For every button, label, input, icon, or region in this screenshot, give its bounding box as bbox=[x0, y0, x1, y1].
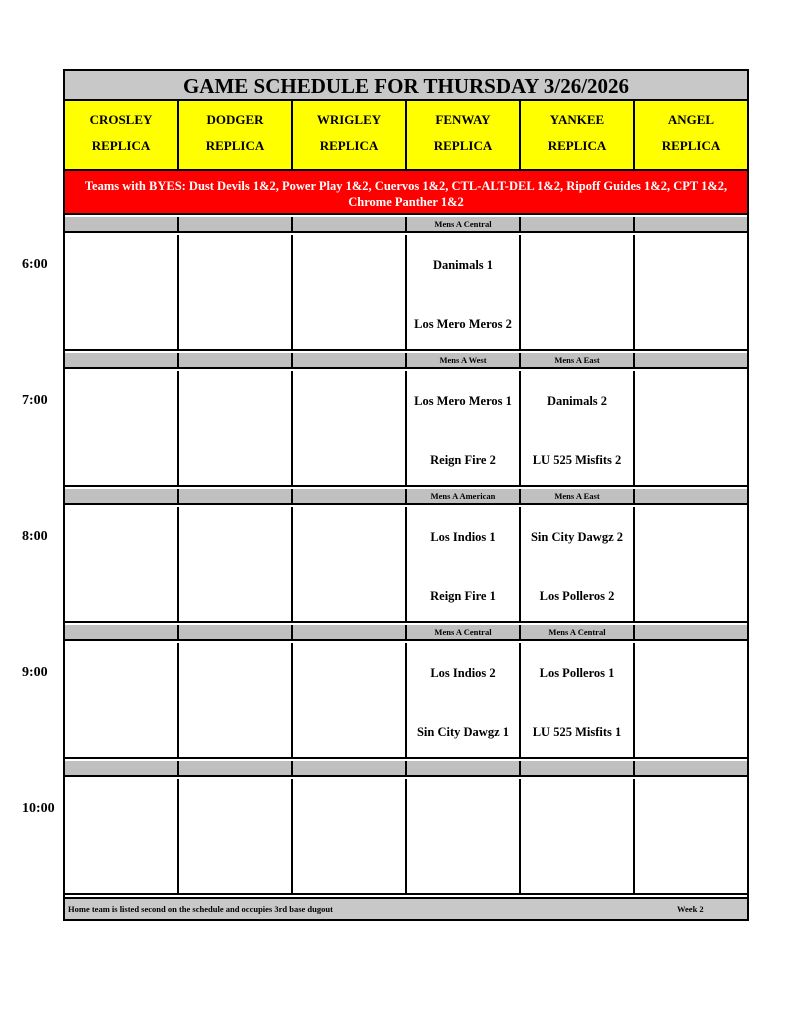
division-label bbox=[521, 217, 635, 231]
field-type: REPLICA bbox=[547, 138, 607, 153]
division-label: Mens A Central bbox=[407, 625, 521, 639]
field-type: REPLICA bbox=[433, 138, 493, 153]
schedule-title: GAME SCHEDULE FOR THURSDAY 3/26/2026 bbox=[65, 71, 747, 101]
byes-banner: Teams with BYES: Dust Devils 1&2, Power Play 1&2, Cuervos 1&2, CTL-ALT-DEL 1&2, Ripoff Guides 1&2, CPT 1&2, Chrome Panther 1&2 bbox=[65, 171, 747, 215]
division-label: Mens A Central bbox=[521, 625, 635, 639]
field-header bbox=[179, 101, 293, 169]
division-label: Mens A East bbox=[521, 353, 635, 367]
game-cell bbox=[407, 779, 521, 893]
game-cell bbox=[65, 643, 179, 757]
game-cell bbox=[407, 643, 521, 757]
game-cell bbox=[65, 779, 179, 893]
division-label bbox=[293, 761, 407, 775]
game-cell bbox=[407, 507, 521, 621]
home-team: Los Mero Meros 2 bbox=[414, 317, 512, 331]
field-name: FENWAY bbox=[435, 112, 491, 127]
away-team: Danimals 1 bbox=[432, 258, 494, 272]
game-cell bbox=[635, 235, 747, 349]
division-label bbox=[179, 761, 293, 775]
game-cell bbox=[293, 779, 407, 893]
field-header bbox=[635, 101, 747, 169]
game-row bbox=[65, 779, 747, 895]
division-label bbox=[65, 489, 179, 503]
division-row bbox=[65, 489, 747, 505]
division-label: Mens A West bbox=[407, 353, 521, 367]
division-row bbox=[65, 353, 747, 369]
game-cell bbox=[293, 235, 407, 349]
away-team: Sin City Dawgz 2 bbox=[530, 530, 624, 544]
game-cell bbox=[521, 643, 635, 757]
division-label bbox=[635, 761, 747, 775]
field-type: REPLICA bbox=[319, 138, 379, 153]
field-header bbox=[407, 101, 521, 169]
time-label: 9:00 bbox=[22, 665, 48, 680]
time-label: 8:00 bbox=[22, 529, 48, 544]
division-label bbox=[179, 353, 293, 367]
field-name: YANKEE bbox=[549, 112, 605, 127]
division-label bbox=[293, 489, 407, 503]
away-team: Los Polleros 1 bbox=[539, 666, 615, 680]
division-label bbox=[635, 217, 747, 231]
game-cell bbox=[635, 643, 747, 757]
game-cell bbox=[65, 371, 179, 485]
game-cell bbox=[635, 507, 747, 621]
field-type: REPLICA bbox=[661, 138, 721, 153]
game-cell bbox=[179, 371, 293, 485]
division-row bbox=[65, 217, 747, 233]
game-cell bbox=[179, 779, 293, 893]
game-cell bbox=[293, 507, 407, 621]
game-cell bbox=[65, 235, 179, 349]
division-label bbox=[65, 625, 179, 639]
field-header bbox=[65, 101, 179, 169]
field-header bbox=[293, 101, 407, 169]
field-name: CROSLEY bbox=[89, 112, 153, 127]
division-label: Mens A American bbox=[407, 489, 521, 503]
home-team: Reign Fire 2 bbox=[430, 453, 496, 467]
game-cell bbox=[293, 371, 407, 485]
game-row bbox=[65, 507, 747, 623]
division-label bbox=[65, 761, 179, 775]
away-team: Los Indios 1 bbox=[430, 530, 496, 544]
field-name: DODGER bbox=[206, 112, 264, 127]
field-name: WRIGLEY bbox=[316, 112, 382, 127]
division-label bbox=[179, 625, 293, 639]
game-cell bbox=[179, 235, 293, 349]
game-cell bbox=[179, 643, 293, 757]
division-label: Mens A Central bbox=[407, 217, 521, 231]
game-cell bbox=[293, 643, 407, 757]
division-label bbox=[179, 489, 293, 503]
division-row bbox=[65, 761, 747, 777]
week-label: Week 2 bbox=[677, 904, 704, 914]
away-team: Los Mero Meros 1 bbox=[414, 394, 512, 408]
division-label bbox=[293, 353, 407, 367]
game-cell bbox=[635, 371, 747, 485]
division-label bbox=[635, 489, 747, 503]
division-label bbox=[65, 353, 179, 367]
game-cell bbox=[521, 371, 635, 485]
field-type: REPLICA bbox=[205, 138, 265, 153]
field-header bbox=[521, 101, 635, 169]
game-cell bbox=[65, 507, 179, 621]
division-label bbox=[635, 353, 747, 367]
division-label bbox=[407, 761, 521, 775]
away-team: Los Indios 2 bbox=[430, 666, 496, 680]
game-cell bbox=[521, 235, 635, 349]
home-team: LU 525 Misfits 1 bbox=[532, 725, 622, 739]
division-row bbox=[65, 625, 747, 641]
game-cell bbox=[521, 779, 635, 893]
home-team: Reign Fire 1 bbox=[430, 589, 496, 603]
home-team: LU 525 Misfits 2 bbox=[532, 453, 622, 467]
game-cell bbox=[521, 507, 635, 621]
home-team: Sin City Dawgz 1 bbox=[416, 725, 510, 739]
division-label: Mens A East bbox=[521, 489, 635, 503]
game-cell bbox=[407, 371, 521, 485]
field-header-row bbox=[65, 101, 747, 171]
field-name: ANGEL bbox=[667, 112, 715, 127]
away-team: Danimals 2 bbox=[546, 394, 608, 408]
schedule-sheet bbox=[63, 69, 749, 921]
time-label: 6:00 bbox=[22, 257, 48, 272]
home-team: Los Polleros 2 bbox=[539, 589, 615, 603]
home-team-note: Home team is listed second on the schedule and occupies 3rd base dugout bbox=[68, 904, 333, 914]
schedule-footer bbox=[65, 897, 747, 919]
field-type: REPLICA bbox=[91, 138, 151, 153]
game-row bbox=[65, 643, 747, 759]
division-label bbox=[521, 761, 635, 775]
division-label bbox=[293, 217, 407, 231]
game-row bbox=[65, 235, 747, 351]
division-label bbox=[293, 625, 407, 639]
game-cell bbox=[407, 235, 521, 349]
division-label bbox=[179, 217, 293, 231]
division-label bbox=[635, 625, 747, 639]
division-label bbox=[65, 217, 179, 231]
time-label: 7:00 bbox=[22, 393, 48, 408]
game-cell bbox=[635, 779, 747, 893]
time-label: 10:00 bbox=[22, 801, 55, 816]
game-row bbox=[65, 371, 747, 487]
game-cell bbox=[179, 507, 293, 621]
